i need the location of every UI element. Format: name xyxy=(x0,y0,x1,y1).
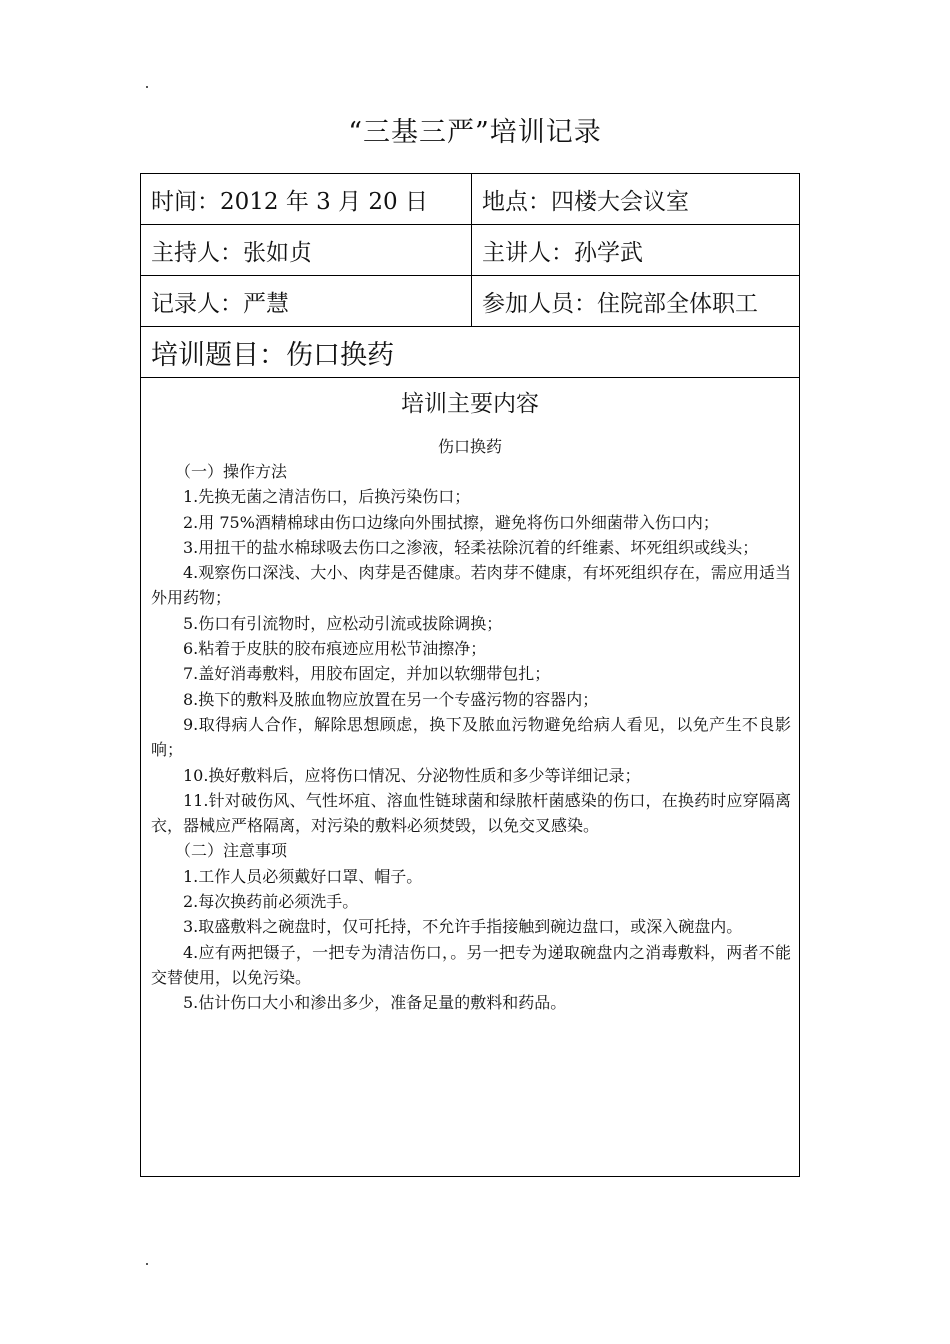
page-marker-dot xyxy=(146,86,148,88)
page-marker-dot xyxy=(146,1263,148,1265)
table-row xyxy=(141,225,799,276)
list-item: 4.应有两把镊子，一把专为清洁伤口，。另一把专为递取碗盘内之消毒敷料，两者不能交替使用，以免污染。 xyxy=(151,942,791,987)
list-item: 6.粘着于皮肤的胶布痕迹应用松节油擦净； xyxy=(183,639,487,659)
list-item: 10.换好敷料后，应将伤口情况、分泌物性质和多少等详细记录； xyxy=(183,765,641,785)
list-item: 3.取盛敷料之碗盘时，仅可托持，不允许手指接触到碗边盘口，或深入碗盘内。 xyxy=(183,917,743,937)
list-item: 5.估计伤口大小和渗出多少，准备足量的敷料和药品。 xyxy=(183,993,567,1013)
location-cell: 地点：四楼大会议室 xyxy=(482,188,689,215)
list-item: 1.工作人员必须戴好口罩、帽子。 xyxy=(183,866,423,886)
training-record-table xyxy=(140,173,800,1177)
list-item: 4.观察伤口深浅、大小、肉芽是否健康。若肉芽不健康，有坏死组织存在，需应用适当外用药物； xyxy=(151,563,791,608)
host-cell: 主持人：张如贞 xyxy=(141,225,472,275)
list-item: 11.针对破伤风、气性坏疽、溶血性链球菌和绿脓杆菌感染的伤口，在换药时应穿隔离衣，器械应严格隔离，对污染的敷料必须焚毁，以免交叉感染。 xyxy=(151,790,791,836)
section-title: （一）操作方法 xyxy=(175,462,288,481)
list-item: 7.盖好消毒敷料，用胶布固定，并加以软绷带包扎； xyxy=(183,664,551,684)
time-cell: 时间：2012 年 3 月 20 日 xyxy=(141,174,472,224)
list-item: 2.每次换药前必须洗手。 xyxy=(183,892,359,912)
recorder-cell: 记录人：严慧 xyxy=(141,276,472,326)
list-item: 8.换下的敷料及脓血物应放置在另一个专盛污物的容器内； xyxy=(183,689,599,709)
list-item: 2.用 75%酒精棉球由伤口边缘向外围拭擦，避免将伤口外细菌带入伤口内； xyxy=(183,512,719,532)
table-row xyxy=(141,327,799,378)
list-item: 1.先换无菌之清洁伤口，后换污染伤口； xyxy=(183,487,471,507)
content-subheading: 伤口换药 xyxy=(437,437,502,456)
section-title: （二）注意事项 xyxy=(175,841,288,861)
table-row xyxy=(141,276,799,327)
table-row xyxy=(141,174,799,225)
document-title: “三基三严”培训记录 xyxy=(348,117,602,148)
speaker-cell: 主讲人：孙学武 xyxy=(482,239,643,266)
list-item: 3.用扭干的盐水棉球吸去伤口之渗液，轻柔祛除沉着的纤维素、坏死组织或线头； xyxy=(183,537,759,557)
list-item: 9.取得病人合作，解除思想顾虑，换下及脓血污物避免给病人看见，以免产生不良影响； xyxy=(151,714,791,760)
content-heading: 培训主要内容 xyxy=(401,391,539,417)
content-body xyxy=(141,459,799,1016)
training-content xyxy=(141,378,799,1016)
topic-cell: 培训题目：伤口换药 xyxy=(151,339,394,371)
list-item: 5.伤口有引流物时，应松动引流或拔除调换； xyxy=(183,613,503,633)
participants-cell: 参加人员：住院部全体职工 xyxy=(482,290,758,317)
